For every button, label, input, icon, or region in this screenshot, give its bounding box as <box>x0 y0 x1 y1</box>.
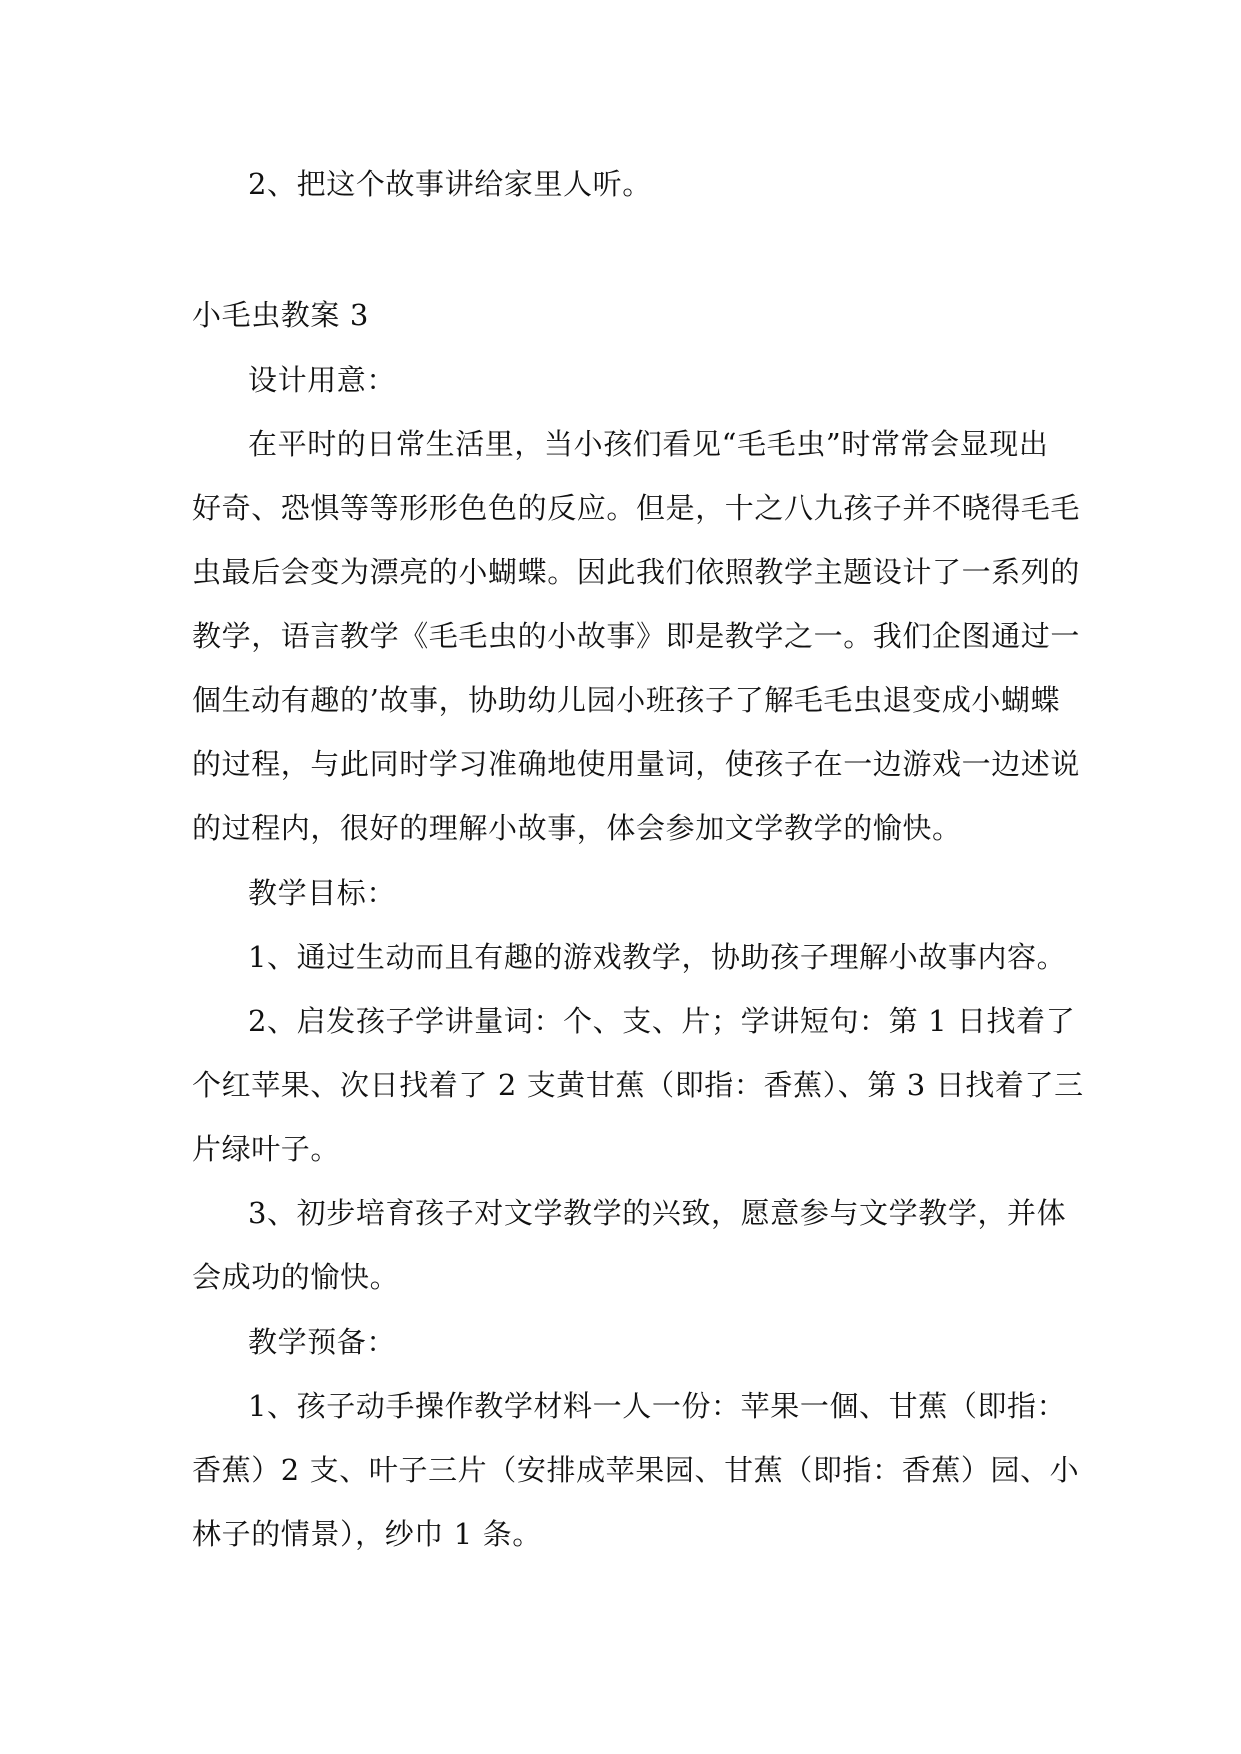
homework-item-2: 2、把这个故事讲给家里人听。 <box>248 167 652 201</box>
objective-item-3-line: 3、初步培育孩子对文学教学的兴致，愿意参与文学教学，并体 <box>248 1196 1067 1230</box>
objective-item-1: 1、通过生动而且有趣的游戏教学，协助孩子理解小故事内容。 <box>248 940 1067 974</box>
intent-paragraph-line: 好奇、恐惧等等形形色色的反应。但是，十之八九孩子并不晓得毛毛 <box>192 491 1081 525</box>
objective-item-3-line: 会成功的愉快。 <box>192 1260 400 1294</box>
lesson-title: 小毛虫教案 3 <box>192 298 369 332</box>
objective-item-2-line: 片绿叶子。 <box>192 1132 341 1166</box>
intent-paragraph-line: 的过程内，很好的理解小故事，体会参加文学教学的愉快。 <box>192 811 962 845</box>
objectives-heading: 教学目标： <box>248 876 397 910</box>
design-intent-heading: 设计用意： <box>248 363 397 397</box>
intent-paragraph-line: 虫最后会变为漂亮的小蝴蝶。因此我们依照教学主题设计了一系列的 <box>192 555 1081 589</box>
intent-paragraph-line: 個生动有趣的’故事，协助幼儿园小班孩子了解毛毛虫退变成小蝴蝶 <box>192 683 1061 717</box>
objective-item-2-line: 个红苹果、次日找着了 2 支黄甘蕉（即指：香蕉）、第 3 日找着了三 <box>192 1068 1084 1102</box>
preparation-item-1-line: 香蕉）2 支、叶子三片（安排成苹果园、甘蕉（即指：香蕉）园、小 <box>192 1453 1080 1487</box>
preparation-item-1-line: 1、孩子动手操作教学材料一人一份：苹果一個、甘蕉（即指： <box>248 1389 1067 1423</box>
preparation-heading: 教学预备： <box>248 1325 397 1359</box>
objective-item-2-line: 2、启发孩子学讲量词：个、支、片；学讲短句：第 1 日找着了 <box>248 1004 1076 1038</box>
intent-paragraph-line: 在平时的日常生活里，当小孩们看见“毛毛虫”时常常会显现出 <box>248 427 1049 461</box>
preparation-item-1-line: 林子的情景），纱巾 1 条。 <box>192 1517 542 1551</box>
intent-paragraph-line: 教学，语言教学《毛毛虫的小故事》即是教学之一。我们企图通过一 <box>192 619 1081 653</box>
intent-paragraph-line: 的过程，与此同时学习准确地使用量词，使孩子在一边游戏一边述说 <box>192 747 1081 781</box>
